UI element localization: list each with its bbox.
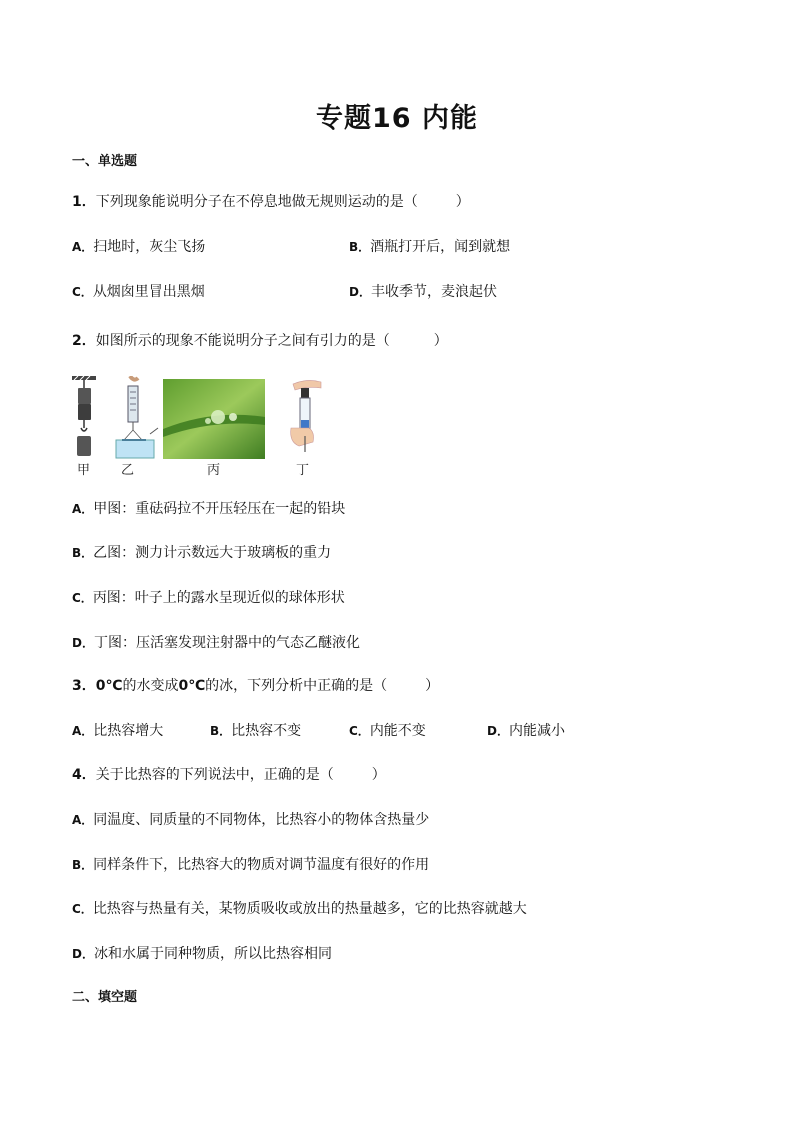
q3-option-c [349, 721, 426, 741]
q4-option-c [72, 899, 527, 919]
syringe-figure [285, 376, 325, 461]
question-4 [72, 765, 386, 785]
option-letter: D． [72, 947, 94, 961]
q3-option-a [72, 721, 163, 741]
option-text: 酒瓶打开后，闻到就想 [370, 239, 511, 255]
question-1 [72, 192, 470, 212]
figure-label-bing: 丙 [207, 463, 221, 478]
option-text: 内能不变 [369, 723, 426, 739]
question-paren-close: ） [433, 333, 448, 349]
option-text: 扫地时，灰尘飞扬 [93, 239, 206, 255]
question-number: 1． [72, 194, 96, 210]
q3-option-b [210, 721, 301, 741]
question-3 [72, 676, 439, 696]
question-text: 的水变成 [122, 678, 179, 694]
option-letter: C． [72, 591, 93, 605]
option-text: 同温度、同质量的不同物体，比热容小的物体含热量少 [93, 812, 430, 828]
option-letter: D． [72, 636, 94, 650]
option-letter: A． [72, 724, 94, 738]
question-2 [72, 331, 448, 351]
option-letter: B． [72, 858, 94, 872]
option-text: 内能减小 [508, 723, 565, 739]
question-number: 2． [72, 333, 96, 349]
q1-option-c [72, 282, 205, 302]
section-heading-fill-in: 二、填空题 [72, 990, 138, 1005]
section-heading-single-choice: 一、单选题 [72, 154, 138, 169]
q2-option-a [72, 499, 345, 519]
option-letter: A． [72, 240, 94, 254]
question-paren-close: ） [455, 194, 470, 210]
dew-on-leaf-photo [163, 379, 265, 459]
figure-label-ding: 丁 [296, 463, 310, 478]
option-text: 从烟囱里冒出黑烟 [92, 284, 205, 300]
q4-option-b [72, 855, 429, 875]
option-letter: C． [72, 902, 93, 916]
question-number: 3． [72, 678, 96, 694]
option-letter: C． [349, 724, 370, 738]
figure-label-jia: 甲 [77, 463, 91, 478]
option-text: 冰和水属于同种物质，所以比热容相同 [93, 946, 332, 962]
question-text: 的冰，下列分析中正确的是（ [205, 678, 388, 694]
option-letter: D． [349, 285, 371, 299]
temperature-value: 0℃ [178, 678, 206, 694]
temperature-value: 0℃ [95, 678, 123, 694]
question-paren-close: ） [425, 678, 440, 694]
lead-blocks-figure [70, 376, 100, 461]
option-letter: C． [72, 285, 93, 299]
q3-option-d [487, 721, 565, 741]
option-text: 丰收季节，麦浪起伏 [370, 284, 497, 300]
option-text: 比热容增大 [93, 723, 164, 739]
option-text: 比热容与热量有关，某物质吸收或放出的热量越多，它的比热容就越大 [92, 901, 527, 917]
spring-scale-figure [112, 376, 162, 461]
q4-option-a [72, 810, 429, 830]
option-text: 比热容不变 [231, 723, 302, 739]
option-letter: B． [210, 724, 232, 738]
option-text: 同样条件下，比热容大的物质对调节温度有很好的作用 [93, 857, 430, 873]
question-text: 关于比热容的下列说法中，正确的是（ [95, 767, 334, 783]
option-letter: A． [72, 502, 94, 516]
option-text: 丁图：压活塞发现注射器中的气态乙醚液化 [93, 635, 360, 651]
option-letter: D． [487, 724, 509, 738]
q2-option-b [72, 543, 331, 563]
option-text: 甲图：重砝码拉不开压轻压在一起的铅块 [93, 501, 346, 517]
question-text: 下列现象能说明分子在不停息地做无规则运动的是（ [95, 194, 418, 210]
q2-option-c [72, 588, 345, 608]
q1-option-d [349, 282, 497, 302]
page-title: 专题16 内能 [316, 103, 478, 134]
option-letter: A． [72, 813, 94, 827]
q4-option-d [72, 944, 332, 964]
option-text: 丙图：叶子上的露水呈现近似的球体形状 [92, 590, 345, 606]
option-letter: B． [349, 240, 371, 254]
question-paren-close: ） [371, 767, 386, 783]
q1-option-b [349, 237, 510, 257]
q2-figure [70, 376, 340, 476]
figure-label-yi: 乙 [121, 463, 135, 478]
q2-option-d [72, 633, 360, 653]
option-letter: B． [72, 546, 94, 560]
question-text: 如图所示的现象不能说明分子之间有引力的是（ [95, 333, 390, 349]
option-text: 乙图：测力计示数远大于玻璃板的重力 [93, 545, 332, 561]
question-number: 4． [72, 767, 96, 783]
q1-option-a [72, 237, 205, 257]
